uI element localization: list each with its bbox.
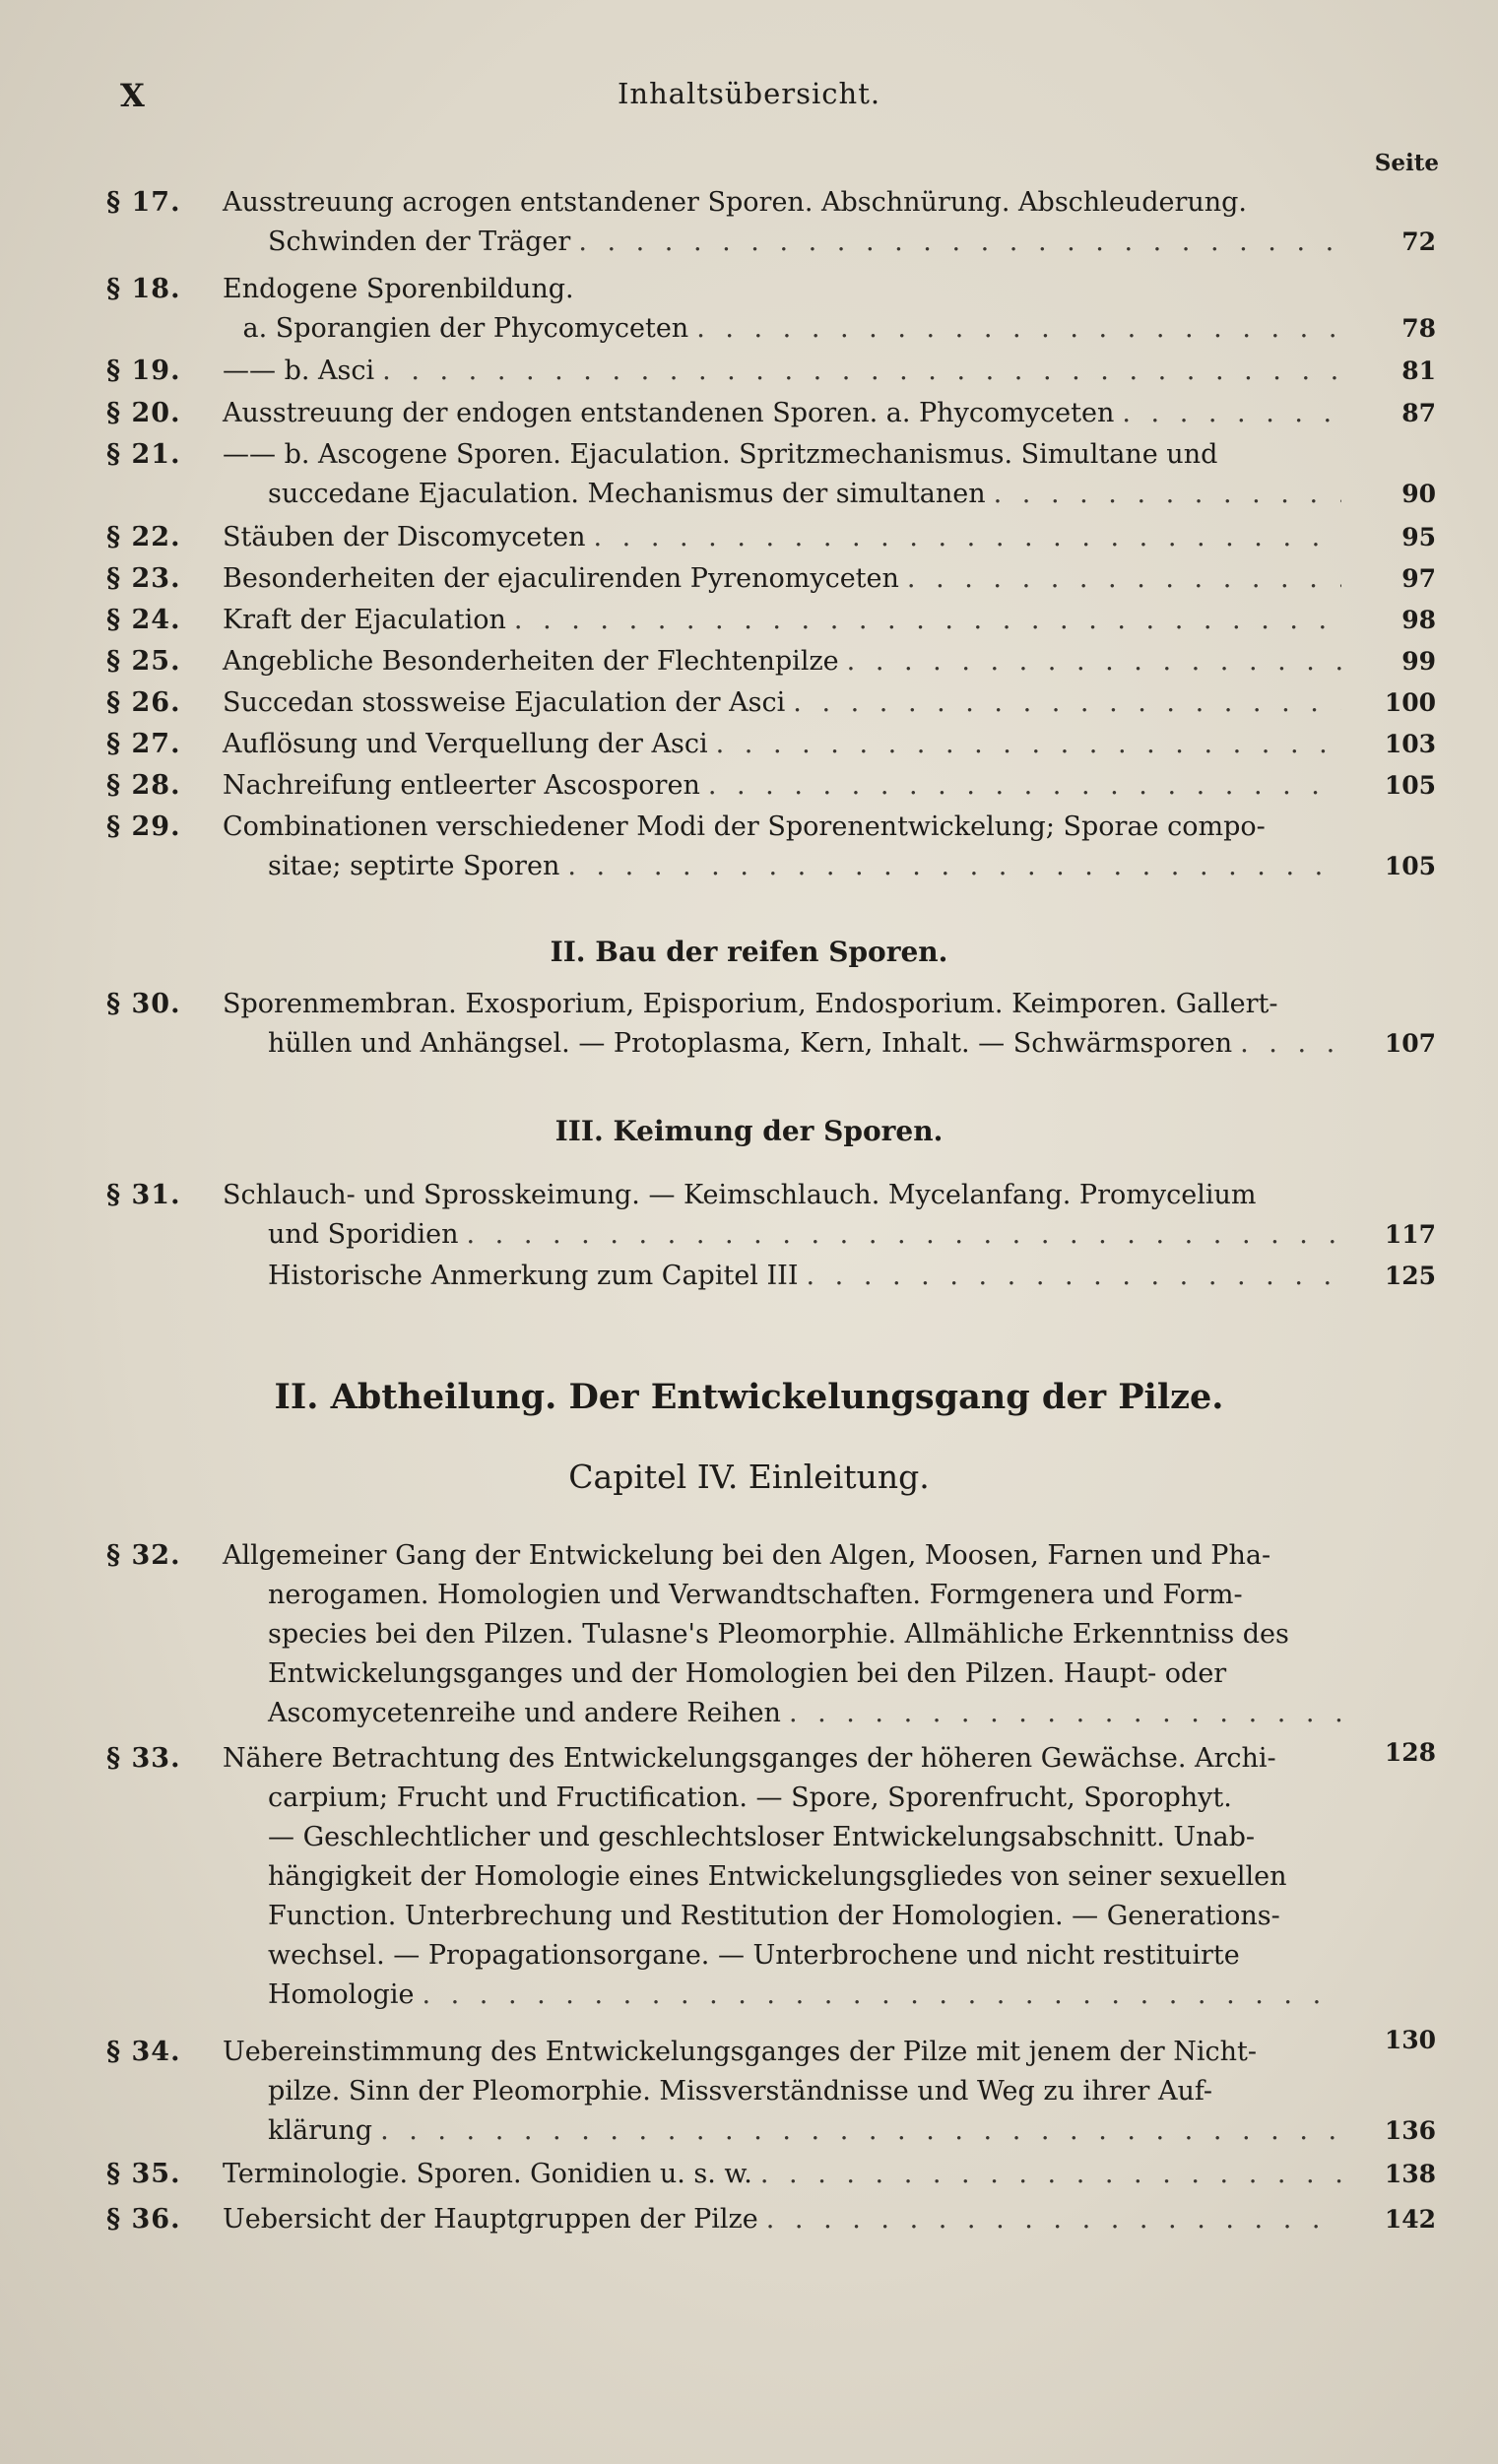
entry-text: Schwinden der Träger — [268, 227, 571, 257]
section-number: § 25. — [106, 646, 181, 677]
page-number: 90 — [1401, 480, 1436, 508]
dot-leader — [594, 518, 1341, 557]
page-number: 100 — [1384, 688, 1436, 717]
page-number: 103 — [1384, 730, 1436, 758]
entry-text: Sporenmembran. Exosporium, Episporium, Endosporium. Keimporen. Gallert- — [223, 989, 1278, 1019]
entry-text: Combinationen verschiedener Modi der Sporenentwickelung; Sporae compo- — [223, 811, 1266, 842]
entry-text: Auflösung und Verquellung der Asci — [223, 729, 708, 759]
section-number: § 30. — [106, 989, 181, 1019]
page-number: 107 — [1384, 1029, 1436, 1058]
entry-text: carpium; Frucht und Fructification. — Spore, Sporenfrucht, Sporophyt. — [268, 1783, 1232, 1813]
dot-leader — [807, 1257, 1341, 1296]
entry-text: Stäuben der Discomyceten — [223, 522, 586, 552]
entry-text: a. Sporangien der Phycomyceten — [242, 313, 689, 344]
page-number: 136 — [1384, 2116, 1436, 2145]
page-number: 99 — [1401, 647, 1436, 676]
section-number: § 33. — [106, 1743, 181, 1774]
section-number: § 29. — [106, 811, 181, 842]
page-number: 97 — [1401, 564, 1436, 593]
dot-leader — [382, 352, 1341, 391]
section-number: § 26. — [106, 687, 181, 718]
dot-leader — [766, 2200, 1341, 2239]
page-number: 95 — [1401, 523, 1436, 551]
entry-text: —— b. Ascogene Sporen. Ejaculation. Spritzmechanismus. Simultane und — [223, 439, 1218, 470]
entry-text: Ascomycetenreihe und andere Reihen — [268, 1698, 781, 1728]
entry-text: wechsel. — Propagationsorgane. — Unterbrochene und nicht restituirte — [268, 1940, 1240, 1971]
entry-text: Nähere Betrachtung des Entwickelungsganges der höheren Gewächse. Archi- — [223, 1743, 1276, 1774]
page-number: 128 — [1384, 1738, 1436, 1767]
entry-text: Terminologie. Sporen. Gonidien u. s. w. — [223, 2159, 752, 2189]
entry-text: Homologie — [268, 1979, 415, 2010]
entry-text: pilze. Sinn der Pleomorphie. Missverständnisse und Weg zu ihrer Auf- — [268, 2076, 1213, 2107]
section-number: § 20. — [106, 398, 181, 428]
dot-leader — [567, 847, 1341, 886]
part-heading: II. Abtheilung. Der Entwickelungsgang der Pilze. — [274, 1377, 1224, 1417]
entry-text: Succedan stossweise Ejaculation der Asci — [223, 687, 786, 718]
section-number: § 28. — [106, 770, 181, 801]
dot-leader — [994, 475, 1341, 514]
entry-text: Historische Anmerkung zum Capitel III — [268, 1261, 799, 1291]
entry-text: Ausstreuung der endogen entstandenen Sporen. a. Phycomyceten — [223, 398, 1115, 428]
entry-text: Allgemeiner Gang der Entwickelung bei den Algen, Moosen, Farnen und Pha- — [223, 1540, 1271, 1571]
section-number: § 32. — [106, 1540, 181, 1571]
subheading: III. Keimung der Sporen. — [554, 1115, 944, 1147]
page-number: 105 — [1384, 771, 1436, 800]
entry-text: Entwickelungsganges und der Homologien bei den Pilzen. Haupt- oder — [268, 1658, 1227, 1689]
entry-text: hüllen und Anhängsel. — Protoplasma, Kern, Inhalt. — Schwärmsporen — [268, 1028, 1233, 1059]
section-number: § 31. — [106, 1180, 181, 1210]
entry-text: Besonderheiten der ejaculirenden Pyrenomyceten — [223, 563, 899, 594]
entry-text: Schlauch- und Sprosskeimung. — Keimschlauch. Mycelanfang. Promycelium — [223, 1180, 1257, 1210]
section-number: § 27. — [106, 729, 181, 759]
entry-text: —— b. Asci — [223, 356, 375, 386]
page-number: 117 — [1384, 1220, 1436, 1249]
entry-text: Ausstreuung acrogen entstandener Sporen. Abschnürung. Abschleuderung. — [223, 187, 1248, 218]
entry-text: Uebereinstimmung des Entwickelungsganges der Pilze mit jenem der Nicht- — [223, 2037, 1258, 2067]
dot-leader — [1122, 394, 1341, 433]
dot-leader — [422, 1976, 1341, 2015]
section-number: § 21. — [106, 439, 181, 470]
page-number: 78 — [1401, 314, 1436, 343]
page-number: 105 — [1384, 852, 1436, 880]
entry-text: species bei den Pilzen. Tulasne's Pleomorphie. Allmähliche Erkenntniss des — [268, 1619, 1289, 1650]
dot-leader — [708, 766, 1341, 806]
entry-text: und Sporidien — [268, 1219, 459, 1250]
dot-leader — [789, 1694, 1341, 1733]
page-number: 130 — [1384, 2026, 1436, 2054]
section-number: § 19. — [106, 356, 181, 386]
entry-text: Uebersicht der Hauptgruppen der Pilze — [223, 2204, 758, 2235]
running-title: Inhaltsübersicht. — [617, 77, 881, 110]
entry-text: — Geschlechtlicher und geschlechtsloser Entwickelungsabschnitt. Unab- — [268, 1822, 1256, 1852]
section-number: § 17. — [106, 187, 181, 218]
dot-leader — [467, 1215, 1341, 1255]
dot-leader — [578, 223, 1341, 262]
entry-text: klärung — [268, 2115, 373, 2146]
page-number: 138 — [1384, 2160, 1436, 2188]
entry-text: Nachreifung entleerter Ascosporen — [223, 770, 700, 801]
entry-text: succedane Ejaculation. Mechanismus der simultanen — [268, 479, 986, 509]
section-number: § 18. — [106, 274, 181, 304]
dot-leader — [760, 2155, 1341, 2194]
section-number: § 24. — [106, 605, 181, 635]
chapter-heading: Capitel IV. Einleitung. — [568, 1458, 930, 1496]
dot-leader — [793, 683, 1341, 723]
page-number: 87 — [1401, 399, 1436, 427]
dot-leader — [514, 601, 1341, 640]
page-number: 81 — [1401, 357, 1436, 385]
page-numeral: X — [120, 77, 145, 114]
dot-leader — [1240, 1024, 1341, 1064]
entry-text: Angebliche Besonderheiten der Flechtenpilze — [223, 646, 839, 677]
page-number: 125 — [1384, 1262, 1436, 1290]
section-number: § 23. — [106, 563, 181, 594]
entry-text: Function. Unterbrechung und Restitution der Homologien. — Generations- — [268, 1901, 1280, 1931]
section-number: § 36. — [106, 2204, 181, 2235]
dot-leader — [716, 725, 1341, 764]
subheading: II. Bau der reifen Sporen. — [550, 936, 948, 968]
entry-text: Endogene Sporenbildung. — [223, 274, 574, 304]
dot-leader — [696, 309, 1341, 349]
page-number: 72 — [1401, 227, 1436, 256]
dot-leader — [907, 559, 1341, 599]
page-number: 142 — [1384, 2205, 1436, 2234]
entry-text: hängigkeit der Homologie eines Entwickelungsgliedes von seiner sexuellen — [268, 1861, 1287, 1892]
seite-label: Seite — [1374, 150, 1439, 176]
page-number: 98 — [1401, 606, 1436, 634]
section-number: § 35. — [106, 2159, 181, 2189]
section-number: § 22. — [106, 522, 181, 552]
dot-leader — [847, 642, 1341, 681]
entry-text: sitae; septirte Sporen — [268, 851, 560, 881]
entry-text: nerogamen. Homologien und Verwandtschaften. Formgenera und Form- — [268, 1580, 1243, 1610]
dot-leader — [380, 2111, 1341, 2151]
entry-text: Kraft der Ejaculation — [223, 605, 506, 635]
section-number: § 34. — [106, 2037, 181, 2067]
